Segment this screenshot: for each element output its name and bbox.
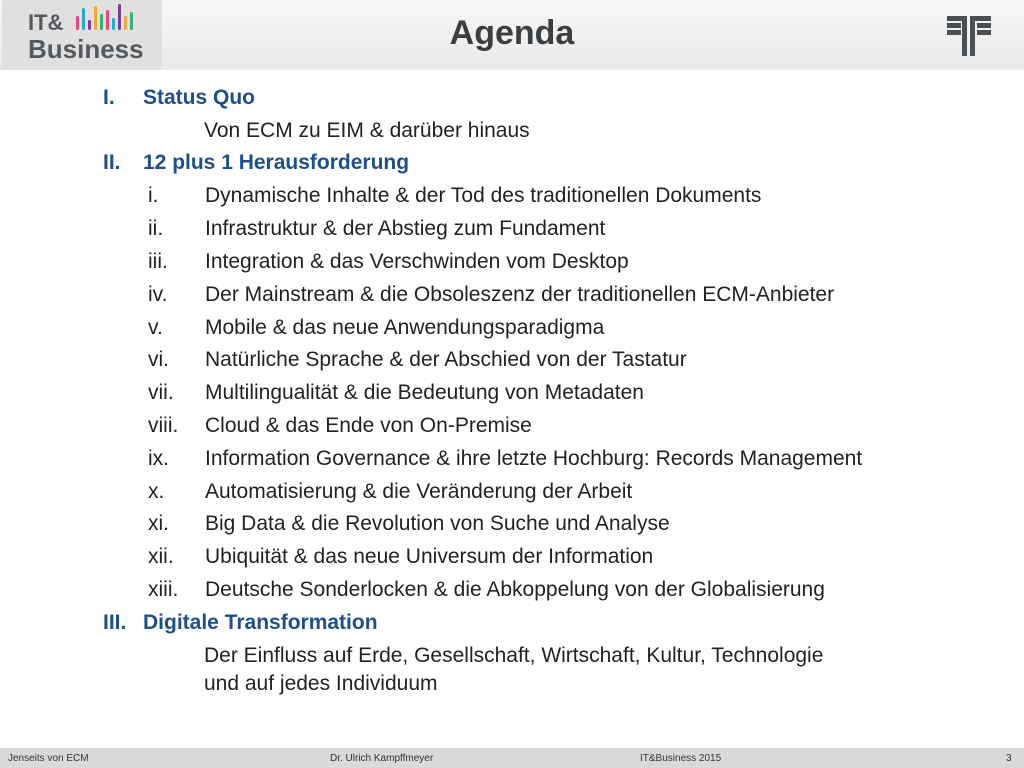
ff-brand-icon — [944, 14, 994, 58]
page-title: Agenda — [449, 14, 575, 52]
item-number: i. — [148, 184, 159, 207]
item-text: Automatisierung & die Veränderung der Arbeit — [205, 480, 633, 503]
item-text: Deutsche Sonderlocken & die Abkoppelung von der Globalisierung — [205, 578, 825, 601]
item-number: vii. — [148, 381, 174, 404]
item-number: ii. — [148, 217, 164, 240]
section-title: 12 plus 1 Herausforderung — [143, 151, 410, 174]
item-text: Infrastruktur & der Abstieg zum Fundament — [205, 217, 606, 240]
slide-header — [0, 0, 1024, 70]
item-text: Big Data & die Revolution von Suche und Analyse — [205, 512, 670, 535]
item-number: x. — [148, 480, 165, 503]
item-number: xii. — [148, 545, 174, 568]
footer-event: IT&Business 2015 — [640, 753, 722, 764]
section-number: II. — [103, 151, 121, 174]
item-number: xi. — [148, 512, 169, 535]
item-number: xiii. — [148, 578, 179, 601]
item-text: Ubiquität & das neue Universum der Information — [205, 545, 654, 568]
item-text: Dynamische Inhalte & der Tod des traditionellen Dokuments — [205, 184, 762, 207]
item-number: ix. — [148, 447, 169, 470]
item-text: Natürliche Sprache & der Abschied von der Tastatur — [205, 348, 687, 371]
section-3-subtitle-line2: und auf jedes Individuum — [204, 672, 438, 695]
footer-author: Dr. Ulrich Kampffmeyer — [330, 753, 434, 764]
section-number: III. — [103, 611, 127, 634]
item-text: Multilingualität & die Bedeutung von Metadaten — [205, 381, 644, 404]
section-3-subtitle-line1: Der Einfluss auf Erde, Gesellschaft, Wirtschaft, Kultur, Technologie — [204, 644, 824, 667]
item-text: Integration & das Verschwinden vom Desktop — [205, 250, 629, 273]
item-number: v. — [148, 316, 163, 339]
section-number: I. — [103, 86, 115, 109]
slide-footer — [0, 748, 1024, 768]
item-number: vi. — [148, 348, 169, 371]
logo-text-line2: Business — [28, 34, 144, 64]
item-text: Information Governance & ihre letzte Hochburg: Records Management — [205, 447, 863, 470]
footer-left-text: Jenseits von ECM — [8, 753, 89, 764]
item-number: viii. — [148, 414, 179, 437]
item-text: Cloud & das Ende von On-Premise — [205, 414, 532, 437]
logo-text-line1: IT& — [28, 10, 64, 35]
item-number: iv. — [148, 283, 168, 306]
item-text: Der Mainstream & die Obsoleszenz der traditionellen ECM-Anbieter — [205, 283, 835, 306]
section-title: Status Quo — [143, 86, 256, 109]
section-1-subtitle: Von ECM zu EIM & darüber hinaus — [204, 119, 530, 142]
item-text: Mobile & das neue Anwendungsparadigma — [205, 316, 605, 339]
item-number: iii. — [148, 250, 168, 273]
section-title: Digitale Transformation — [143, 611, 378, 634]
page-number: 3 — [1006, 753, 1012, 764]
